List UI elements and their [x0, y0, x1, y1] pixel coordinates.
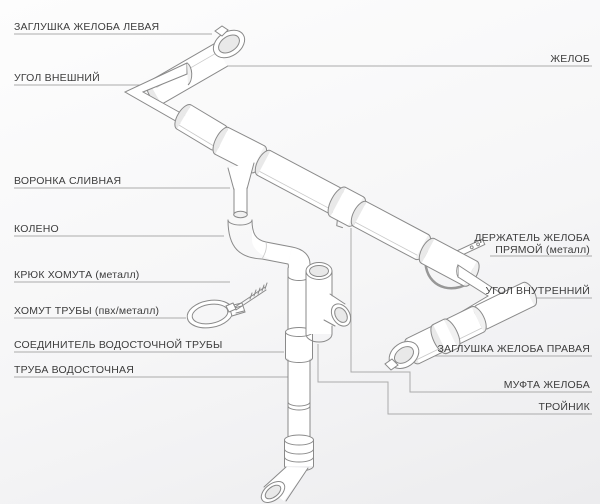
label-pipe-clamp: ХОМУТ ТРУБЫ (пвх/металл) — [14, 305, 160, 317]
part-pipe-clamp — [185, 297, 245, 332]
tee-body — [306, 271, 332, 334]
elbow-inlet — [228, 220, 252, 225]
part-downpipe — [257, 264, 313, 504]
label-gutter-holder-line2: ПРЯМОЙ (металл) — [495, 244, 590, 256]
label-clamp-hook: КРЮК ХОМУТА (металл) — [14, 269, 140, 281]
label-tee: ТРОЙНИК — [538, 401, 590, 413]
label-downpipe: ТРУБА ВОДОСТОЧНАЯ — [14, 364, 134, 376]
part-clamp-hook — [226, 283, 267, 312]
label-gutter-cap-left: ЗАГЛУШКА ЖЕЛОБА ЛЕВАЯ — [14, 21, 160, 33]
elbow-body — [228, 220, 292, 264]
barrel-top — [285, 435, 314, 445]
elbow2-body — [288, 247, 310, 270]
funnel-outlet — [234, 211, 248, 217]
label-corner-internal: УГОЛ ВНУТРЕННИЙ — [485, 285, 590, 297]
label-gutter-holder-line1: ДЕРЖАТЕЛЬ ЖЕЛОБА — [474, 232, 590, 244]
part-tee — [306, 263, 355, 343]
label-elbow: КОЛЕНО — [14, 223, 59, 235]
seg-body — [353, 202, 428, 260]
label-gutter: ЖЕЛОБ — [550, 53, 590, 65]
label-gutter-cap-right: ЗАГЛУШКА ЖЕЛОБА ПРАВАЯ — [437, 343, 590, 355]
label-gutter-coupling: МУФТА ЖЕЛОБА — [503, 379, 590, 391]
part-gutter-run — [171, 102, 485, 289]
label-funnel: ВОРОНКА СЛИВНАЯ — [14, 175, 122, 187]
part-elbow — [228, 220, 310, 271]
label-pipe-connector: СОЕДИНИТЕЛЬ ВОДОСТОЧНОЙ ТРУБЫ — [14, 339, 223, 351]
label-corner-external: УГОЛ ВНЕШНИЙ — [14, 72, 100, 84]
tee-top-inner — [310, 266, 329, 277]
pipe-barrel-sleeve — [285, 435, 314, 471]
pipe-outlet-elbow — [257, 467, 308, 504]
corner-mouth-upper — [457, 265, 458, 277]
part-funnel — [228, 162, 254, 218]
